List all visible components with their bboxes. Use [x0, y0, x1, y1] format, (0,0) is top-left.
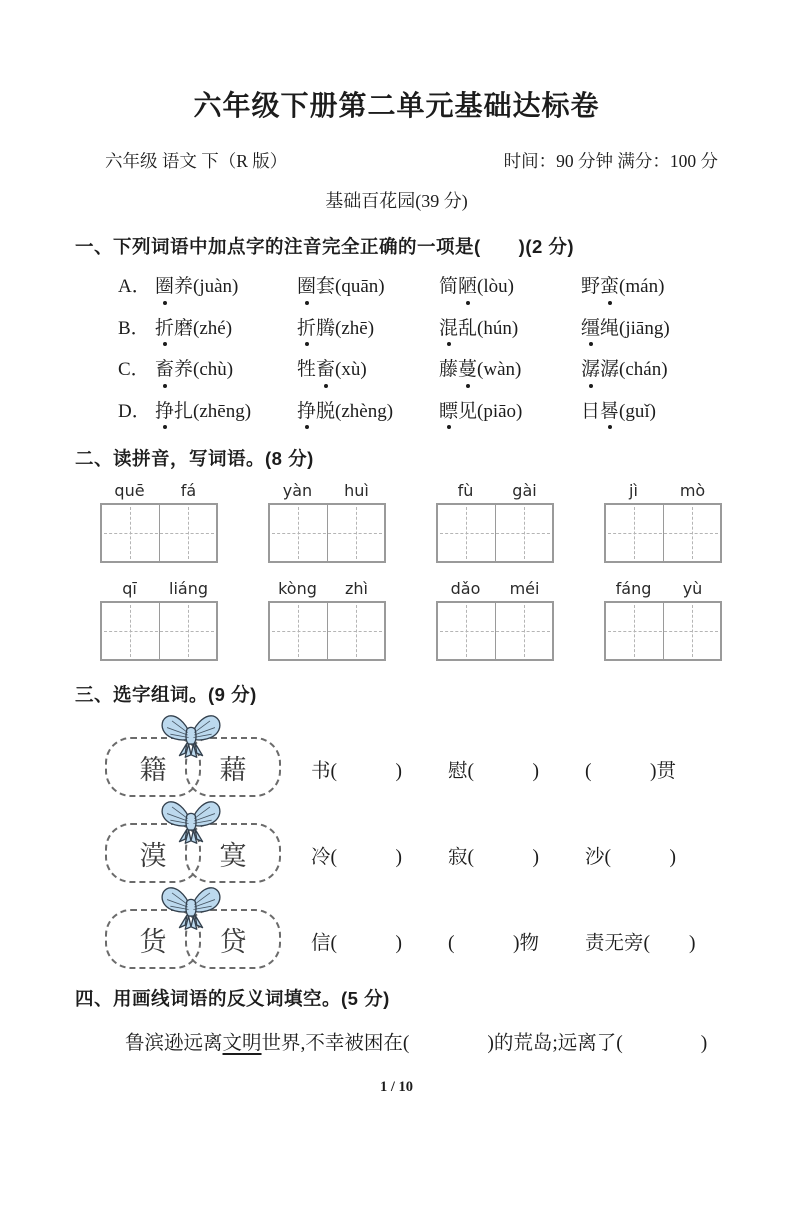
choice-bubble-left: 籍	[105, 737, 201, 797]
dotted-char: 挣	[297, 399, 316, 426]
word-post: 乱(hún)	[458, 317, 519, 339]
pinyin-syllable: quē	[114, 481, 145, 501]
option-word	[439, 399, 581, 426]
meta-time-score: 时间：90 分钟 满分：100 分	[503, 151, 718, 171]
dotted-char: 缰	[581, 316, 600, 343]
word-blank: 信( )	[311, 933, 402, 955]
write-box-group	[436, 579, 554, 661]
word-post: (mán)	[619, 276, 665, 297]
option-word	[297, 357, 439, 384]
bow-ribbon-icon	[158, 797, 224, 845]
character-write-box	[100, 601, 218, 661]
q1-options	[75, 274, 718, 425]
word-post: 潺(chán)	[600, 359, 668, 381]
underlined-word: 文明	[222, 1033, 262, 1055]
option-word	[297, 316, 439, 343]
pinyin-syllable: dǎo	[450, 579, 481, 599]
pinyin-syllable: fù	[457, 481, 474, 501]
q1-option-row	[75, 274, 718, 301]
write-cell	[438, 505, 495, 561]
pinyin-syllable: fá	[180, 481, 197, 501]
character-pair-figure	[105, 887, 277, 965]
word-post: 绳(jiāng)	[600, 317, 670, 339]
pinyin-syllable: kòng	[278, 579, 317, 599]
word-blank: ( )物	[448, 933, 539, 955]
pinyin-box-row	[75, 579, 718, 661]
q4-sentence	[75, 1027, 718, 1055]
option-word	[439, 316, 581, 343]
pinyin-syllable: méi	[509, 579, 540, 599]
word-post: (lòu)	[477, 276, 514, 297]
dotted-char: 晷	[600, 399, 619, 426]
word-post: 腾(zhē)	[316, 317, 375, 339]
write-cell	[270, 505, 327, 561]
word-blank: 慰( )	[448, 761, 539, 783]
dotted-char: 瞟	[439, 399, 458, 426]
word-blanks	[311, 841, 676, 879]
option-word	[581, 274, 664, 301]
dotted-char: 蛮	[600, 274, 619, 301]
option-word	[297, 399, 439, 426]
option-word	[439, 357, 581, 384]
page-title: 六年级下册第二单元基础达标卷	[193, 91, 600, 122]
word-pre: 野	[581, 276, 601, 297]
word-pre: 牲	[297, 359, 317, 381]
character-write-box	[604, 503, 722, 563]
character-write-box	[268, 503, 386, 563]
option-word	[581, 399, 656, 426]
pinyin-pair	[268, 481, 386, 500]
word-pre: 简	[439, 276, 459, 297]
pinyin-syllable: liáng	[169, 579, 208, 599]
page-number: 1 / 10	[379, 1079, 414, 1096]
option-word	[155, 357, 297, 384]
word-blanks	[311, 755, 676, 793]
q1-option-row	[75, 316, 718, 343]
write-cell	[438, 603, 495, 659]
dotted-char: 圈	[155, 274, 174, 301]
dotted-char: 畜	[316, 357, 335, 384]
option-label: B．	[118, 317, 150, 339]
pinyin-pair	[268, 579, 386, 598]
word-post: 磨(zhé)	[174, 317, 233, 339]
character-pair-figure	[105, 801, 277, 879]
sentence-post: 世界,不幸被困在( )的荒岛;远离了( )	[261, 1033, 708, 1055]
exam-page	[0, 84, 793, 1096]
dotted-char: 折	[297, 316, 316, 343]
write-box-group	[268, 579, 386, 661]
write-box-group	[436, 481, 554, 563]
option-word	[439, 274, 581, 301]
write-cell	[327, 603, 385, 659]
choice-bubble-left: 货	[105, 909, 201, 969]
word-blank: 沙( )	[585, 847, 676, 869]
write-cell	[663, 505, 721, 561]
write-cell	[159, 603, 217, 659]
word-blank: 冷( )	[311, 847, 402, 869]
pinyin-syllable: gài	[512, 481, 537, 501]
pinyin-syllable: fáng	[615, 579, 652, 599]
dotted-char: 潺	[581, 357, 600, 384]
choose-pair-row	[75, 715, 718, 793]
q1-option-row	[75, 399, 718, 426]
word-blank: 寂( )	[448, 847, 539, 869]
choice-bubble-right: 寞	[185, 823, 281, 883]
q4-heading: 四、用画线词语的反义词填空。(5 分)	[75, 988, 390, 1010]
write-cell	[495, 505, 553, 561]
pinyin-pair	[436, 481, 554, 500]
option-word	[155, 316, 297, 343]
option-word	[155, 399, 297, 426]
choice-bubble-right: 贷	[185, 909, 281, 969]
word-post: 脱(zhèng)	[316, 400, 394, 422]
word-blank: ( )贯	[585, 761, 676, 783]
pinyin-pair	[100, 579, 218, 598]
pinyin-syllable: zhì	[345, 579, 368, 599]
word-blanks	[311, 927, 696, 965]
write-cell	[663, 603, 721, 659]
write-box-group	[604, 579, 722, 661]
option-label: A．	[118, 276, 151, 297]
q1-heading: 一、下列词语中加点字的注音完全正确的一项是( )(2 分)	[75, 236, 575, 257]
write-cell	[495, 603, 553, 659]
option-label: D．	[118, 400, 151, 422]
option-word	[155, 274, 297, 301]
word-post: (guǐ)	[619, 400, 656, 422]
pinyin-syllable: yù	[682, 579, 703, 599]
pinyin-syllable: qī	[122, 579, 137, 599]
character-write-box	[436, 503, 554, 563]
word-post: 养(chù)	[174, 359, 234, 381]
pinyin-pair	[100, 481, 218, 500]
choose-pair-row	[75, 801, 718, 879]
dotted-char: 折	[155, 316, 174, 343]
word-blank: 书( )	[311, 761, 402, 783]
write-cell	[102, 505, 159, 561]
pinyin-syllable: huì	[344, 481, 369, 501]
write-box-group	[268, 481, 386, 563]
meta-grade-subject: 六年级 语文 下（R 版）	[105, 151, 288, 171]
write-cell	[159, 505, 217, 561]
word-post: (wàn)	[477, 359, 522, 381]
q1-option-row	[75, 357, 718, 384]
choice-bubble-left: 漠	[105, 823, 201, 883]
write-cell	[102, 603, 159, 659]
pinyin-pair	[604, 481, 722, 500]
word-post: 扎(zhēng)	[174, 400, 252, 422]
option-word	[297, 274, 439, 301]
character-write-box	[100, 503, 218, 563]
character-write-box	[604, 601, 722, 661]
word-pre: 日	[581, 400, 601, 422]
word-blank: 责无旁( )	[585, 933, 696, 955]
dotted-char: 陋	[458, 274, 477, 301]
pinyin-syllable: mò	[679, 481, 706, 501]
pinyin-pair	[604, 579, 722, 598]
option-word	[581, 316, 670, 343]
write-box-group	[604, 481, 722, 563]
dotted-char: 混	[439, 316, 458, 343]
pinyin-syllable: jì	[629, 481, 638, 501]
pinyin-box-row	[75, 481, 718, 563]
section-title: 基础百花园(39 分)	[325, 191, 468, 211]
option-label: C．	[118, 359, 150, 381]
choose-pair-row	[75, 887, 718, 965]
dotted-char: 圈	[297, 274, 316, 301]
character-write-box	[268, 601, 386, 661]
sentence-pre: 鲁滨逊远离	[125, 1033, 223, 1055]
word-post: 见(piāo)	[458, 400, 523, 422]
character-write-box	[436, 601, 554, 661]
write-cell	[270, 603, 327, 659]
write-cell	[327, 505, 385, 561]
meta-row	[75, 148, 718, 173]
q2-rows	[75, 481, 718, 661]
write-cell	[606, 603, 663, 659]
option-word	[581, 357, 668, 384]
dotted-char: 蔓	[458, 357, 477, 384]
word-post: 套(quān)	[316, 276, 385, 297]
pinyin-pair	[436, 579, 554, 598]
character-pair-figure	[105, 715, 277, 793]
dotted-char: 挣	[155, 399, 174, 426]
bow-ribbon-icon	[158, 711, 224, 759]
choice-bubble-right: 藉	[185, 737, 281, 797]
write-box-group	[100, 579, 218, 661]
pinyin-syllable: yàn	[282, 481, 313, 501]
q3-pairs	[75, 715, 718, 965]
word-post: 养(juàn)	[174, 276, 239, 297]
dotted-char: 畜	[155, 357, 174, 384]
bow-ribbon-icon	[158, 883, 224, 931]
word-post: (xù)	[335, 359, 367, 381]
q2-heading: 二、读拼音，写词语。(8 分)	[75, 448, 314, 470]
write-box-group	[100, 481, 218, 563]
write-cell	[606, 505, 663, 561]
word-pre: 藤	[439, 359, 459, 381]
q3-heading: 三、选字组词。(9 分)	[75, 684, 257, 706]
